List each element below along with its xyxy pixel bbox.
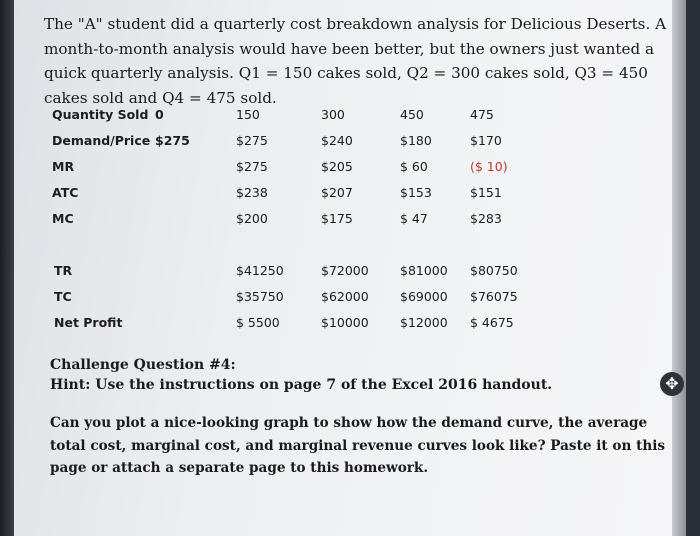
net-profit-q1: $ 5500 <box>236 315 280 330</box>
row-label-net-profit: Net Profit <box>54 315 123 330</box>
tr-q2: $72000 <box>321 263 369 278</box>
tr-q3: $81000 <box>400 263 448 278</box>
demand-price-q1: $275 <box>236 133 268 148</box>
mc-q2: $175 <box>321 211 353 226</box>
homework-sheet <box>14 0 686 536</box>
atc-q4: $151 <box>470 185 502 200</box>
mr-q3: $ 60 <box>400 159 428 174</box>
quantity-sold-q1: 150 <box>236 107 260 122</box>
row-label-atc: ATC <box>52 185 79 200</box>
demand-price-q4: $170 <box>470 133 502 148</box>
page-right-edge <box>672 0 686 536</box>
row-label-quantity-sold: Quantity Sold <box>52 107 149 122</box>
tc-q3: $69000 <box>400 289 448 304</box>
intro-paragraph: The "A" student did a quarterly cost breakdown analysis for Delicious Deserts. A month-to-month analysis would have been better, but the owners just wanted a quick quarterly analysis. Q1 = 150 cakes sold, Q2 = 300 cakes sold, Q3 = 450 cakes sold and Q4 = 475 sold. <box>44 15 667 107</box>
atc-q1: $238 <box>236 185 268 200</box>
demand-price-q0: $275 <box>155 133 190 148</box>
demand-price-q2: $240 <box>321 133 353 148</box>
move-cursor-icon[interactable]: ✥ <box>660 372 684 396</box>
row-label-tc: TC <box>54 289 72 304</box>
challenge-hint: Hint: Use the instructions on page 7 of the Excel 2016 handout. <box>50 377 553 393</box>
row-label-mc: MC <box>52 211 74 226</box>
challenge-question: Can you plot a nice-looking graph to show how the demand curve, the average total cost, marginal cost, and marginal revenue curves look like? Paste it on this page or attach a separate page to this homework. <box>50 415 666 476</box>
net-profit-q2: $10000 <box>321 315 369 330</box>
tc-q2: $62000 <box>321 289 369 304</box>
quantity-sold-q3: 450 <box>400 107 424 122</box>
atc-q2: $207 <box>321 185 353 200</box>
atc-q3: $153 <box>400 185 432 200</box>
quantity-sold-q2: 300 <box>321 107 345 122</box>
demand-price-q3: $180 <box>400 133 432 148</box>
mc-q4: $283 <box>470 211 502 226</box>
mc-q1: $200 <box>236 211 268 226</box>
row-label-demand-price: Demand/Price <box>52 133 151 148</box>
net-profit-q3: $12000 <box>400 315 448 330</box>
row-label-tr: TR <box>54 263 73 278</box>
mr-q2: $205 <box>321 159 353 174</box>
quantity-sold-q0: 0 <box>155 107 164 122</box>
quantity-sold-q4: 475 <box>470 107 494 122</box>
tr-q4: $80750 <box>470 263 518 278</box>
binder-edge <box>0 0 14 536</box>
tc-q4: $76075 <box>470 289 518 304</box>
net-profit-q4: $ 4675 <box>470 315 514 330</box>
tc-q1: $35750 <box>236 289 284 304</box>
mr-q4: ($ 10) <box>470 159 508 174</box>
mc-q3: $ 47 <box>400 211 428 226</box>
tr-q1: $41250 <box>236 263 284 278</box>
challenge-title: Challenge Question #4: <box>50 357 236 373</box>
mr-q1: $275 <box>236 159 268 174</box>
row-label-mr: MR <box>52 159 75 174</box>
